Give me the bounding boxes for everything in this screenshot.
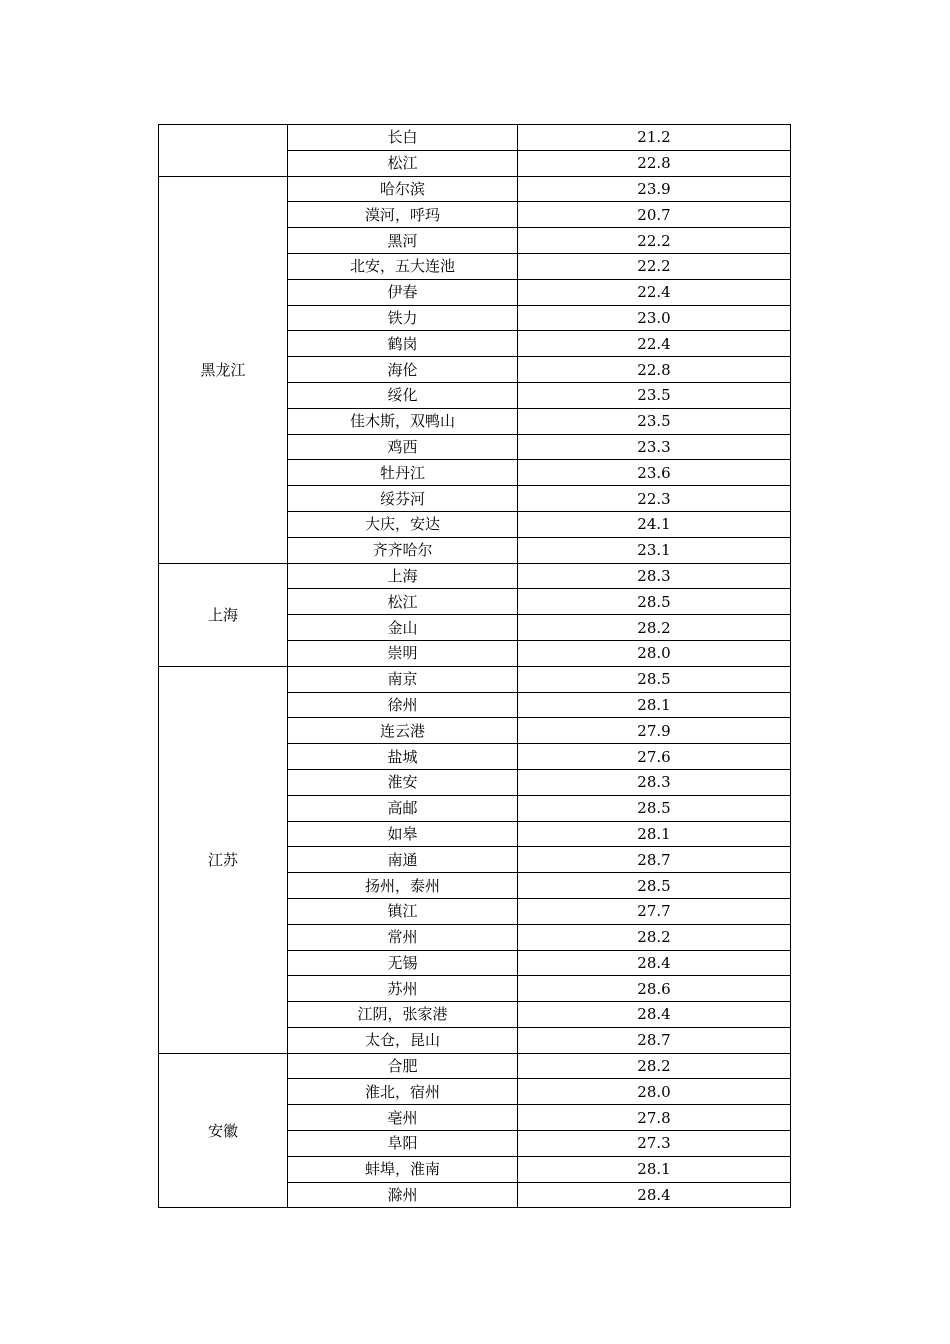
value-cell: 22.2: [518, 253, 791, 279]
table-body: [159, 125, 791, 1208]
station-cell: 合肥: [288, 1053, 518, 1079]
value-cell: 28.1: [518, 692, 791, 718]
station-cell: 蚌埠，淮南: [288, 1156, 518, 1182]
value-cell: 23.5: [518, 408, 791, 434]
station-cell: 黑河: [288, 228, 518, 254]
station-cell: 佳木斯，双鸭山: [288, 408, 518, 434]
value-cell: 20.7: [518, 202, 791, 228]
station-cell: 大庆，安达: [288, 511, 518, 537]
value-cell: 28.5: [518, 795, 791, 821]
station-cell: 铁力: [288, 305, 518, 331]
station-cell: 淮北，宿州: [288, 1079, 518, 1105]
value-cell: 22.3: [518, 486, 791, 512]
value-cell: 22.8: [518, 150, 791, 176]
value-cell: 28.4: [518, 1182, 791, 1208]
value-cell: 27.6: [518, 744, 791, 770]
value-cell: 28.1: [518, 821, 791, 847]
table-row: [159, 666, 791, 692]
value-cell: 22.2: [518, 228, 791, 254]
value-cell: 28.2: [518, 924, 791, 950]
station-cell: 阜阳: [288, 1131, 518, 1157]
station-cell: 金山: [288, 615, 518, 641]
value-cell: 28.7: [518, 1027, 791, 1053]
station-cell: 伊春: [288, 279, 518, 305]
station-cell: 高邮: [288, 795, 518, 821]
value-cell: 28.5: [518, 589, 791, 615]
station-cell: 绥化: [288, 382, 518, 408]
station-cell: 南通: [288, 847, 518, 873]
province-cell: 江苏: [159, 666, 288, 1053]
station-cell: 绥芬河: [288, 486, 518, 512]
value-cell: 28.5: [518, 873, 791, 899]
station-cell: 鸡西: [288, 434, 518, 460]
station-cell: 盐城: [288, 744, 518, 770]
value-cell: 22.4: [518, 279, 791, 305]
value-cell: 28.4: [518, 1002, 791, 1028]
value-cell: 28.7: [518, 847, 791, 873]
value-cell: 28.2: [518, 615, 791, 641]
station-cell: 长白: [288, 125, 518, 151]
value-cell: 28.5: [518, 666, 791, 692]
station-cell: 太仓，昆山: [288, 1027, 518, 1053]
value-cell: 23.5: [518, 382, 791, 408]
value-cell: 27.7: [518, 898, 791, 924]
value-cell: 24.1: [518, 511, 791, 537]
station-cell: 牡丹江: [288, 460, 518, 486]
value-cell: 23.6: [518, 460, 791, 486]
value-cell: 22.4: [518, 331, 791, 357]
station-cell: 松江: [288, 150, 518, 176]
station-cell: 常州: [288, 924, 518, 950]
station-cell: 扬州，泰州: [288, 873, 518, 899]
value-cell: 28.3: [518, 769, 791, 795]
station-cell: 如皋: [288, 821, 518, 847]
station-cell: 上海: [288, 563, 518, 589]
value-cell: 28.4: [518, 950, 791, 976]
station-cell: 镇江: [288, 898, 518, 924]
table-row: [159, 1053, 791, 1079]
province-cell: 安徽: [159, 1053, 288, 1208]
station-cell: 鹤岗: [288, 331, 518, 357]
value-cell: 23.9: [518, 176, 791, 202]
value-cell: 23.3: [518, 434, 791, 460]
station-cell: 徐州: [288, 692, 518, 718]
climate-data-table: [158, 124, 791, 1208]
station-cell: 崇明: [288, 640, 518, 666]
value-cell: 28.0: [518, 640, 791, 666]
value-cell: 27.3: [518, 1131, 791, 1157]
province-cell: 黑龙江: [159, 176, 288, 563]
value-cell: 28.0: [518, 1079, 791, 1105]
value-cell: 27.9: [518, 718, 791, 744]
table-row: [159, 176, 791, 202]
table-row: [159, 125, 791, 151]
station-cell: 连云港: [288, 718, 518, 744]
station-cell: 苏州: [288, 976, 518, 1002]
value-cell: 28.3: [518, 563, 791, 589]
value-cell: 28.2: [518, 1053, 791, 1079]
station-cell: 淮安: [288, 769, 518, 795]
station-cell: 南京: [288, 666, 518, 692]
station-cell: 亳州: [288, 1105, 518, 1131]
value-cell: 27.8: [518, 1105, 791, 1131]
station-cell: 江阴，张家港: [288, 1002, 518, 1028]
station-cell: 北安，五大连池: [288, 253, 518, 279]
table-row: [159, 563, 791, 589]
value-cell: 28.1: [518, 1156, 791, 1182]
station-cell: 滁州: [288, 1182, 518, 1208]
station-cell: 漠河，呼玛: [288, 202, 518, 228]
value-cell: 28.6: [518, 976, 791, 1002]
station-cell: 齐齐哈尔: [288, 537, 518, 563]
province-cell: [159, 125, 288, 177]
value-cell: 22.8: [518, 357, 791, 383]
station-cell: 松江: [288, 589, 518, 615]
value-cell: 21.2: [518, 125, 791, 151]
station-cell: 无锡: [288, 950, 518, 976]
station-cell: 哈尔滨: [288, 176, 518, 202]
value-cell: 23.1: [518, 537, 791, 563]
value-cell: 23.0: [518, 305, 791, 331]
station-cell: 海伦: [288, 357, 518, 383]
province-cell: 上海: [159, 563, 288, 666]
